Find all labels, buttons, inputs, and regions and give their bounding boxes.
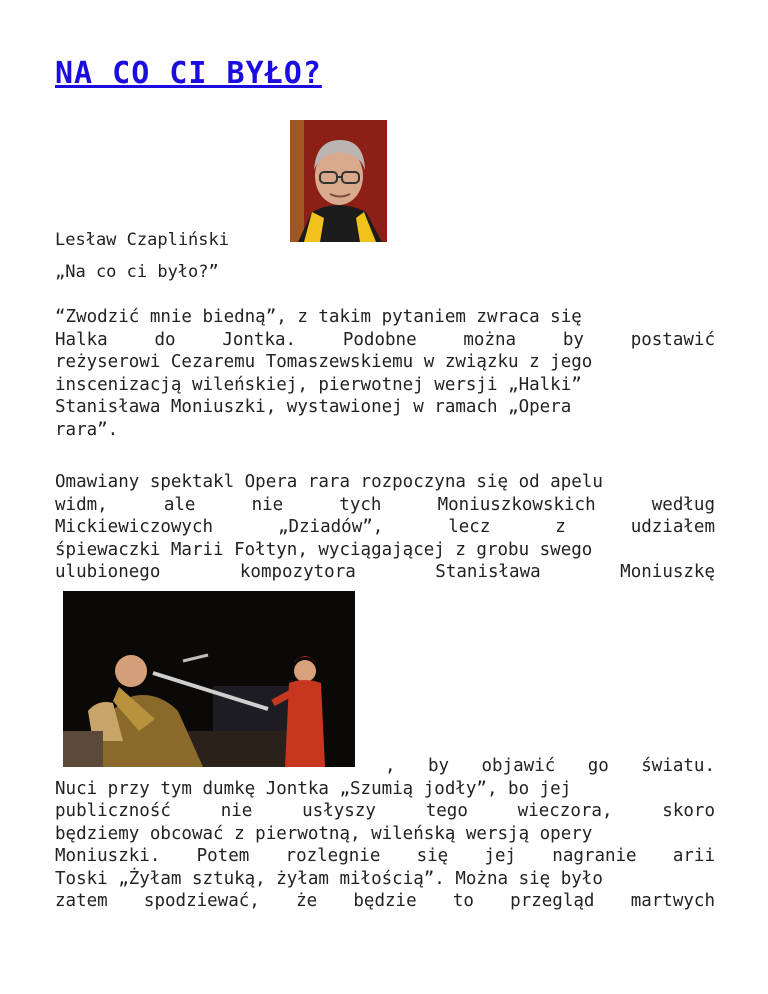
text-line: reżyserowi Cezaremu Tomaszewskiemu w związku z jego: [55, 352, 593, 372]
text-line: śpiewaczki Marii Fołtyn, wyciągającej z grobu swego: [55, 539, 593, 560]
text-line: “Zwodzić mnie biedną”, z takim pytaniem zwraca się: [55, 307, 582, 327]
text-line: , by objawić go światu.: [385, 756, 715, 776]
author-portrait-illustration: [290, 120, 387, 242]
stage-photo: [63, 591, 355, 767]
paragraph-2: [55, 471, 715, 584]
paragraph-1: [55, 306, 715, 441]
text-line: Stanisława Moniuszki, wystawionej w ramach „Opera: [55, 397, 572, 417]
stage-photo-illustration: [63, 591, 355, 767]
text-line: Halka do Jontka. Podobne można by postawić: [55, 329, 715, 350]
text-line: Nuci przy tym dumkę Jontka „Szumią jodły”, bo jej: [55, 778, 572, 799]
author-name: Lesław Czapliński: [55, 230, 229, 250]
text-line: widm, ale nie tych Moniuszkowskich według: [55, 494, 715, 515]
article-title-link[interactable]: NA CO CI BYŁO?: [55, 56, 322, 91]
text-line: ulubionego kompozytora Stanisława Moniuszkę: [55, 562, 715, 582]
text-line: Omawiany spektakl Opera rara rozpoczyna się od apelu: [55, 472, 603, 492]
author-portrait: [290, 120, 387, 242]
article-subtitle: „Na co ci było?”: [55, 262, 219, 282]
text-line: Mickiewiczowych „Dziadów”, lecz z udziałem: [55, 517, 715, 537]
author-row: [55, 120, 715, 250]
paragraph-3: [55, 755, 715, 913]
text-line: rara”.: [55, 419, 119, 440]
text-line: będziemy obcować z pierwotną, wileńską wersją opery: [55, 823, 593, 844]
text-line: Moniuszki. Potem rozlegnie się jej nagranie arii: [55, 846, 715, 866]
text-line: inscenizacją wileńskiej, pierwotnej wersji „Halki”: [55, 374, 582, 395]
text-line: zatem spodziewać, że będzie to przegląd martwych: [55, 891, 715, 911]
text-line: publiczność nie usłyszy tego wieczora, skoro: [55, 801, 715, 821]
text-line: Toski „Żyłam sztuką, żyłam miłością”. Można się było: [55, 868, 603, 889]
